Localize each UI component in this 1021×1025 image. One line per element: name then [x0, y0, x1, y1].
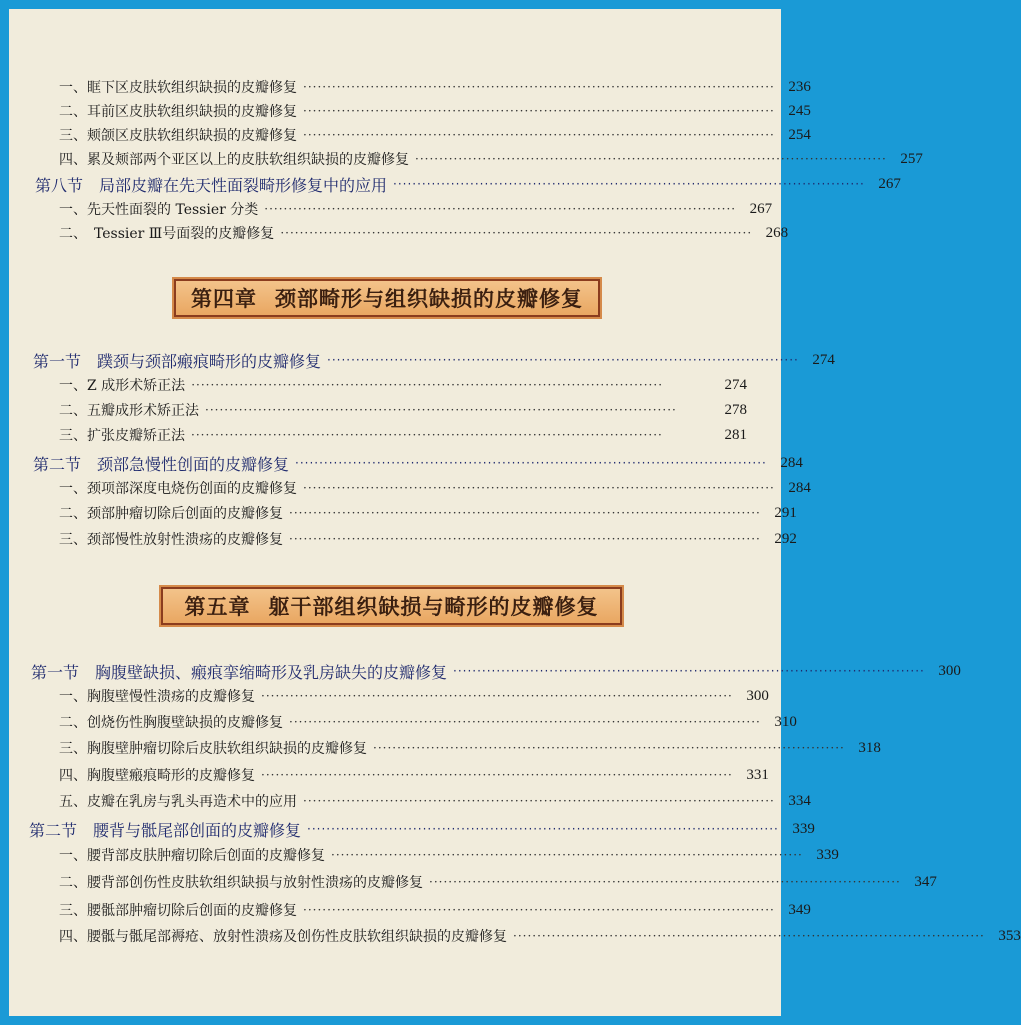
chapter-5-heading[interactable] — [161, 587, 622, 625]
toc-entry[interactable] — [59, 75, 811, 99]
toc-entry[interactable] — [59, 147, 923, 171]
entry-page: 281 — [724, 426, 747, 443]
leader-dots: ·································································································· — [303, 903, 775, 917]
entry-label: 三、胸腹壁肿瘤切除后皮肤软组织缺损的皮瓣修复 — [59, 741, 367, 757]
entry-label: 一、腰背部皮肤肿瘤切除后创面的皮瓣修复 — [59, 848, 325, 864]
entry-page: 318 — [858, 739, 881, 756]
section-page: 300 — [938, 662, 961, 679]
leader-dots: ·································································································· — [415, 152, 887, 166]
entry-label: 一、眶下区皮肤软组织缺损的皮瓣修复 — [59, 80, 297, 96]
toc-entry[interactable] — [59, 684, 769, 708]
entry-page: 292 — [774, 530, 797, 547]
chapter-4-heading[interactable] — [174, 279, 600, 317]
entry-page: 274 — [724, 376, 747, 393]
toc-entry[interactable] — [59, 843, 839, 867]
entry-label: 二、腰背部创伤性皮肤软组织缺损与放射性溃疡的皮瓣修复 — [59, 875, 423, 891]
leader-dots: ·································································································· — [429, 875, 901, 889]
chapter-number: 第四章 — [191, 287, 257, 311]
section-label: 第二节 颈部急慢性创面的皮瓣修复 — [33, 454, 290, 474]
entry-label: 一、胸腹壁慢性溃疡的皮瓣修复 — [59, 689, 255, 705]
toc-section-entry[interactable] — [33, 451, 803, 475]
toc-section-entry[interactable] — [35, 172, 901, 196]
entry-label: 三、颈部慢性放射性溃疡的皮瓣修复 — [59, 532, 283, 548]
entry-page: 349 — [788, 901, 811, 918]
entry-page: 347 — [914, 873, 937, 890]
toc-page — [9, 9, 1021, 1016]
toc-entry[interactable] — [59, 870, 937, 894]
leader-dots: ·································································································· — [205, 403, 677, 417]
toc-entry[interactable] — [59, 221, 789, 245]
section-label: 第二节 腰背与骶尾部创面的皮瓣修复 — [29, 820, 302, 840]
section-label: 第一节 蹼颈与颈部瘢痕畸形的皮瓣修复 — [33, 351, 322, 371]
leader-dots: ·································································································· — [264, 202, 737, 216]
entry-page: 267 — [749, 200, 773, 217]
leader-dots: ·································································································· — [289, 506, 761, 520]
entry-page: 339 — [816, 846, 839, 863]
leader-dots: ·································································································· — [331, 848, 803, 862]
leader-dots: ·································································································· — [393, 177, 865, 191]
toc-entry[interactable] — [59, 527, 797, 551]
section-page: 284 — [780, 454, 803, 471]
leader-dots: ·································································································· — [453, 664, 925, 678]
leader-dots: ·································································································· — [261, 689, 733, 703]
toc-entry[interactable] — [59, 373, 747, 397]
entry-label: 三、扩张皮瓣矫正法 — [59, 428, 185, 444]
leader-dots: ·································································································· — [303, 481, 775, 495]
entry-page: 310 — [774, 713, 797, 730]
entry-page: 254 — [788, 126, 811, 143]
toc-entry[interactable] — [59, 398, 747, 422]
leader-dots: ·································································································· — [280, 226, 753, 240]
leader-dots: ·································································································· — [303, 128, 775, 142]
toc-entry[interactable] — [59, 736, 881, 760]
entry-page: 245 — [788, 102, 811, 119]
entry-page: 268 — [765, 224, 789, 241]
leader-dots: ·································································································· — [307, 822, 779, 836]
toc-entry[interactable] — [59, 476, 811, 500]
leader-dots: ·································································································· — [289, 532, 761, 546]
entry-label: 五、皮瓣在乳房与乳头再造术中的应用 — [59, 794, 297, 810]
entry-label: 一、颈项部深度电烧伤创面的皮瓣修复 — [59, 481, 297, 497]
leader-dots: ·································································································· — [295, 456, 767, 470]
entry-label: 二、五瓣成形术矫正法 — [59, 403, 199, 419]
toc-section-entry[interactable] — [31, 659, 961, 683]
entry-page: 334 — [788, 792, 811, 809]
leader-dots: ·································································································· — [303, 80, 775, 94]
entry-label: 一、Z 成形术矫正法 — [59, 378, 186, 394]
section-page: 267 — [878, 175, 901, 192]
entry-label: 四、累及颊部两个亚区以上的皮肤软组织缺损的皮瓣修复 — [59, 152, 409, 168]
toc-section-entry[interactable] — [29, 817, 815, 841]
entry-label: 二、 Tessier Ⅲ号面裂的皮瓣修复 — [59, 226, 275, 242]
toc-entry[interactable] — [59, 197, 773, 221]
toc-entry[interactable] — [59, 763, 769, 787]
chapter-title: 躯干部组织缺损与畸形的皮瓣修复 — [268, 595, 599, 619]
leader-dots: ·································································································· — [303, 794, 775, 808]
entry-page: 284 — [788, 479, 811, 496]
leader-dots: ·································································································· — [191, 378, 664, 392]
entry-page: 331 — [746, 766, 769, 783]
entry-label: 二、颈部肿瘤切除后创面的皮瓣修复 — [59, 506, 283, 522]
leader-dots: ·································································································· — [289, 715, 761, 729]
entry-label: 三、腰骶部肿瘤切除后创面的皮瓣修复 — [59, 903, 297, 919]
entry-page: 300 — [746, 687, 769, 704]
entry-page: 236 — [788, 78, 811, 95]
leader-dots: ·································································································· — [261, 768, 733, 782]
entry-label: 二、耳前区皮肤软组织缺损的皮瓣修复 — [59, 104, 297, 120]
leader-dots: ·································································································· — [373, 741, 845, 755]
section-page: 339 — [792, 820, 815, 837]
chapter-number: 第五章 — [184, 595, 251, 619]
entry-label: 三、颊颌区皮肤软组织缺损的皮瓣修复 — [59, 128, 297, 144]
leader-dots: ·································································································· — [327, 353, 799, 367]
section-label: 第八节 局部皮瓣在先天性面裂畸形修复中的应用 — [35, 175, 388, 195]
section-label: 第一节 胸腹壁缺损、瘢痕挛缩畸形及乳房缺失的皮瓣修复 — [31, 662, 448, 682]
entry-label: 二、创烧伤性胸腹壁缺损的皮瓣修复 — [59, 715, 283, 731]
toc-entry[interactable] — [59, 898, 811, 922]
leader-dots: ·································································································· — [191, 428, 663, 442]
toc-section-entry[interactable] — [33, 348, 835, 372]
section-page: 274 — [812, 351, 835, 368]
leader-dots: ·································································································· — [513, 929, 985, 943]
entry-page: 278 — [724, 401, 747, 418]
chapter-title: 颈部畸形与组织缺损的皮瓣修复 — [275, 287, 583, 311]
toc-entry[interactable] — [59, 501, 797, 525]
entry-label: 四、胸腹壁瘢痕畸形的皮瓣修复 — [59, 768, 255, 784]
toc-entry[interactable] — [59, 924, 1021, 948]
entry-page: 257 — [900, 150, 923, 167]
entry-page: 291 — [774, 504, 797, 521]
leader-dots: ·································································································· — [303, 104, 775, 118]
entry-label: 一、先天性面裂的 Tessier 分类 — [59, 202, 259, 218]
toc-entry[interactable] — [59, 789, 811, 813]
toc-entry[interactable] — [59, 99, 811, 123]
toc-entry[interactable] — [59, 123, 811, 147]
entry-page: 353 — [998, 927, 1021, 944]
toc-entry[interactable] — [59, 423, 747, 447]
entry-label: 四、腰骶与骶尾部褥疮、放射性溃疡及创伤性皮肤软组织缺损的皮瓣修复 — [59, 929, 507, 945]
toc-entry[interactable] — [59, 710, 797, 734]
